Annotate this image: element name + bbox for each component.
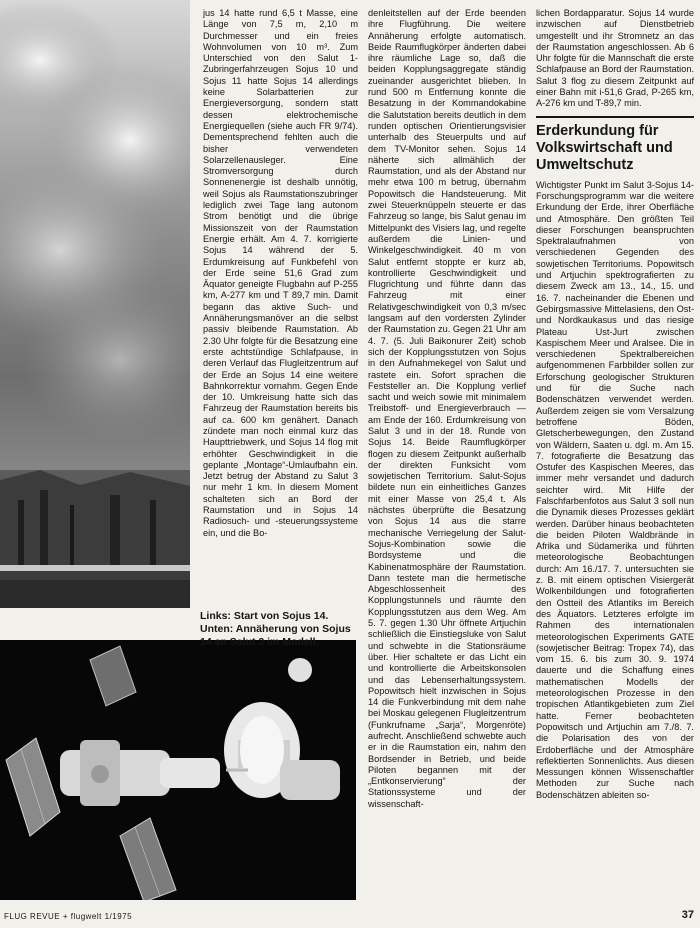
page-number: 37 <box>681 909 694 921</box>
column-3-bottom-text: Wichtigster Punkt im Salut 3-Sojus 14-Forschungsprogramm war die weitere Erkundung der Erde, ihrer Oberfläche und Atmosphäre. Den größten Teil dieser Forschungen beanspruchten Spektralaufnahmen von verschiedenen Gegenden des sowjetischen Territoriums. Popowitsch und Artjuchin spektrografierten zu diesem Zweck am 13., 14., 15. und 16. 7. nacheinander die Ebenen und Gebirgsmassive Mittelasiens, den Ost- und Nordkaukasus und das riesige Plateau Ust-Jurt zwischen Kaspischem Meer und Aralsee. Die in verschiedenen Spektralbereichen aufgenommenen Farbbilder sollen zur Erforschung geologischer Strukturen und für die Suche nach Bodenschätzen verwendet werden. Außerdem zeigen sie vom Versalzung betroffene Böden, Gletscherbewegungen, den Zustand von Wäldern, Saaten u. dgl. m. Am 15. 7. fotografierte die Besatzung das Ostufer des Kaspischen Meeres, das immer mehr versandet und dadurch seichter wird. Mit Hilfe der Falschfarbenfotos aus Salut 3 soll nun die Dynamik dieses Prozesses geklärt werden. Darüber hinaus beobachteten die beiden Piloten Waldbrände in Afrika und Südamerika und führten meteorologische Beobachtungen durch: Am 16./17. 7. untersuchten sie z. B. mit einem optischen Visiergerät Wolkenbildungen und fotografierten den Ostteil des Atlantiks im Bereich des Äquators. Letzteres erfolgte im Rahmen des internationalen meteorologischen Experiments GATE (sowjetischer Beitrag: Tropex 74), das vom 15. 6. bis zum 30. 9. 1974 dauerte und die Schaffung eines mathematischen Modells der meteorologischen Prozesse in den tropischen Atlantikgebieten zum Ziel hatte. Ferner beobachteten Popowitsch und Artjuchin am 7./8. 7. die Polarisation des von der Erdoberfläche und der Atmosphäre reflektierten Sonnenlichts. Aus diesen Messungen können Wissenschaftler Methoden zur Suche nach Bodenschätzen ableiten so- <box>536 179 694 800</box>
publication-name: FLUG REVUE + flugwelt 1/1975 <box>4 912 133 921</box>
column-2-text: denleitstellen auf der Erde beenden ihre Flugführung. Die weitere Annäherung erfolgte automatisch. Beide Raumflugkörper änderten dabei ihre räumliche Lage so, daß die beiden Kopplungsaggregate ständig zueinander ausgerichtet blieben. In rund 500 m Entfernung konnte die Besatzung in der Kommandokabine die Salutstation bereits deutlich in dem runden optischen Orientierungsvisier unterhalb des Steuerpults und auf dem TV-Monitor sehen. Sojus 14 näherte sich allmählich der Raumstation, und als der Abstand nur mehr etwa 100 m betrug, übernahm Popowitsch die Handsteuerung. Mit zwei Steuerknüppeln steuerte er das Fahrzeug so lange, bis Salut genau im Mittelpunkt des Visiers lag, und regelte außerdem die Linien- und Winkelgeschwindigkeit. 40 m von Salut entfernt stoppte er kurz ab, kontrollierte Geschwindigkeit und Flugrichtung und führte dann das Fahrzeug mit einer Relativgeschwindigkeit von 0,3 m/sec langsam auf den vordersten Zylinder der Raumstation zu. Gegen 21 Uhr am 4. 7. (5. Juli Baikonurer Zeit) schob sich der Kopplungsstutzen von Sojus in den Aufnahmekegel von Salut und rastete ein. Sofort sprachen die Feststeller an. Die Kopplung verlief sacht und weich sowie mit minimalem Treibstoff- und Energieverbrauch — am Ende der 160. Erdumkreisung von Salut 3 und in der 18. Runde von Sojus 14. Beide Raumflugkörper flogen zu diesem Zeitpunkt außerhalb der direkten Funksicht vom sowjetischen Territorium. Salut-Sojus bildete nun ein einheitliches Ganzes mit einer Masse von 25,4 t. Als nächstes überprüfte die Besatzung von Sojus 14 aus die starre mechanische Verriegelung der Salut-Sojus-Kombination sowie die Bordsysteme und die Kabinenatmosphäre der Raumstation. Dann testete man die hermetische Abgeschlossenheit des Kopplungstunnels und räumte den Kopplungsstutzen aus dem Weg. Am 5. 7. gegen 1.30 Uhr öffnete Artjuchin schließlich die Einstiegsluke von Salut und schwebte in die Stationsräume über. Hier schaltete er das Licht ein und kontrollierte die Arbeitskonsolen und das Lebenserhaltungssystem. Popowitsch hielt inzwischen in Sojus 14 die Funkverbindung mit dem nahe bei Moskau gelegenen Flugleitzentrum (Funkrufname „Sarja“, Morgenröte) aufrecht. Anschließend schwebte auch er in die Raumstation ein, nahm den Bordsender in Betrieb, und beide Piloten begannen mit der „Entkonservierung“ der Stationssysteme und der wissenschaft- <box>368 8 526 809</box>
launch-photo <box>0 0 190 608</box>
text-column-3 <box>536 8 694 801</box>
text-column-2 <box>368 8 526 810</box>
section-heading: Erderkundung für Volkswirtschaft und Umweltschutz <box>536 116 694 174</box>
photo-caption: Links: Start von Sojus 14. Unten: Annäherung von Sojus 14 an Salut 3 im Modell. <box>200 610 351 648</box>
page-footer <box>0 908 700 924</box>
launch-photo-illustration <box>0 0 190 608</box>
column-3-top-text: lichen Bordapparatur. Sojus 14 wurde inzwischen auf Dienstbetrieb umgestellt und ihr Stromnetz an das der Raumstation angeschlossen. Ab 6 Uhr folgte für die Mannschaft die erste Schlafpause an Bord der Raumstation. Salut 3 flog zu diesem Zeitpunkt auf einer Bahn mit i-51,6 Grad, P-265 km, A-276 km und T-89,7 min. <box>536 8 694 109</box>
docking-model-illustration <box>0 640 356 900</box>
column-1-text: jus 14 hatte rund 6,5 t Masse, eine Länge von 7,5 m, 2,10 m Durchmesser und ein freies Wohnvolumen von 10 m³. Zum Unterschied von den Salut 1-Zubringerfahrzeugen Sojus 10 und Sojus 11 hatte Sojus 14 allerdings keine Solarbatterien zur Energieversorgung, sondern statt dessen elektrochemische Energiequellen (siehe auch FR 9/74). Dementsprechend fehlten auch die bisher verwendeten Solarzellenausleger. Eine Stromversorgung durch Sonnenenergie ist deshalb unnötig, weil Sojus als Raumstationszubringer lediglich zwei Tage lang autonom Strom benötigt und die übrige Missionszeit von der Raumstation Energie erhält. Am 4. 7. korrigierte Sojus 14 während der 5. Erdumkreisung auf Funkbefehl von der Erde seine 51,6 Grad zum Äquator geneigte Flugbahn auf P-255 km, A-277 km und T 89,7 min. Damit begann das aktive Such- und Annäherungsmanöver an die selbst passiv bleibende Raumstation. Ab 2.30 Uhr folgte für die Besatzung eine erste achtstündige Schlafpause, in deren Verlauf das Flugleitzentrum auf der Erde an Sojus 14 eine weitere Bahnkorrektur vornahm. Gegen Ende der 10. Umkreisung hatte sich das Fahrzeug der Raumstation bereits bis auf ca. 600 km genähert. Danach zündete man noch einmal kurz das Haupttriebwerk, und Sojus 14 flog mit erhöhter Geschwindigkeit in die geplante „Montage“-Umlaufbahn ein. Jetzt betrug der Abstand zu Salut 3 nur mehr 1 km. In diesem Moment schalteten sich an Bord der Raumstation und in Sojus 14 Radiosuch- und -steuerungssysteme ein, und die Bo- <box>203 8 358 538</box>
text-column-1 <box>203 8 358 539</box>
docking-model-photo <box>0 640 356 900</box>
